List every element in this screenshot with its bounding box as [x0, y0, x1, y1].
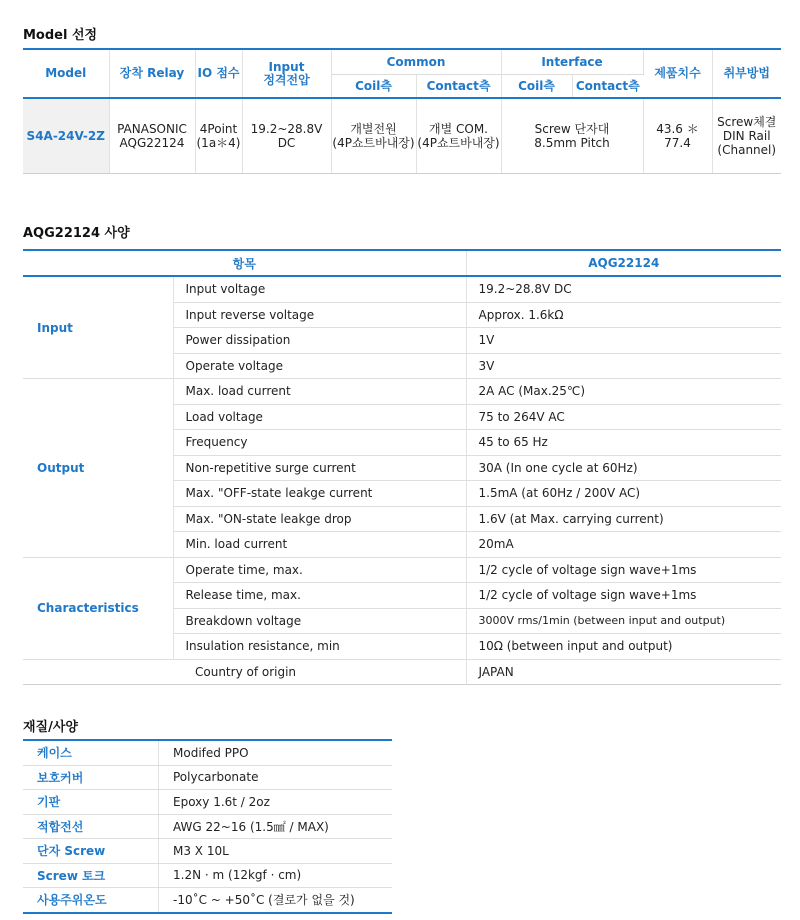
header-mount: 취부방법	[712, 49, 781, 98]
material-row	[23, 765, 392, 790]
mount-line2: DIN Rail	[722, 129, 771, 143]
model-code: S4A-24V-2Z	[23, 98, 109, 174]
material-row	[23, 740, 392, 765]
material-row	[23, 888, 392, 913]
material-value: Epoxy 1.6t / 2oz	[159, 790, 393, 815]
spec-item: Max. load current	[173, 379, 466, 405]
material-value: M3 X 10L	[159, 839, 393, 864]
material-row	[23, 814, 392, 839]
common-coil-line1: 개별전원	[350, 122, 397, 136]
spec-item: Max. "ON-state leakge drop	[173, 506, 466, 532]
material-key: 케이스	[23, 740, 159, 765]
spec-value: 3000V rms/1min (between input and output)	[466, 608, 781, 634]
material-row	[23, 790, 392, 815]
spec-origin-row	[23, 659, 781, 685]
interface-line1: Screw 단자대	[534, 122, 610, 136]
origin-value: JAPAN	[466, 659, 781, 685]
mount-line3: (Channel)	[717, 143, 777, 157]
spec-value: 1/2 cycle of voltage sign wave+1ms	[466, 557, 781, 583]
spec-row	[23, 557, 781, 583]
input-voltage-cell: 19.2~28.8V DC	[242, 98, 331, 174]
relay-maker: PANASONIC	[117, 122, 187, 136]
material-value: 1.2N · m (12kgf · cm)	[159, 863, 393, 888]
spec-value: Approx. 1.6kΩ	[466, 302, 781, 328]
spec-value: 20mA	[466, 532, 781, 558]
material-value: AWG 22~16 (1.5㎟ / MAX)	[159, 814, 393, 839]
io-points: 4Point	[199, 122, 238, 136]
spec-item: Power dissipation	[173, 328, 466, 354]
material-key: 보호커버	[23, 765, 159, 790]
spec-table	[23, 249, 781, 685]
header-common-coil: Coil측	[331, 75, 416, 99]
spec-header-item: 항목	[23, 250, 466, 276]
spec-item: Input voltage	[173, 276, 466, 302]
material-key: 사용주위온도	[23, 888, 159, 913]
spec-group-label: Characteristics	[23, 557, 173, 659]
header-interface: Interface	[501, 49, 643, 75]
spec-item: Min. load current	[173, 532, 466, 558]
spec-header-value: AQG22124	[466, 250, 781, 276]
origin-label: Country of origin	[23, 659, 466, 685]
header-io: IO 점수	[195, 49, 242, 98]
spec-value: 75 to 264V AC	[466, 404, 781, 430]
model-table	[23, 48, 781, 174]
header-iface-coil: Coil측	[501, 75, 572, 99]
spec-value: 30A (In one cycle at 60Hz)	[466, 455, 781, 481]
spec-row	[23, 379, 781, 405]
header-input-sub: 정격전압	[263, 72, 310, 87]
model-row	[23, 98, 781, 174]
spec-value: 10Ω (between input and output)	[466, 634, 781, 660]
io-cell	[195, 98, 242, 174]
spec-value: 3V	[466, 353, 781, 379]
interface-cell	[501, 98, 643, 174]
mount-line1: Screw체결	[717, 115, 777, 129]
spec-item: Operate voltage	[173, 353, 466, 379]
spec-row	[23, 276, 781, 302]
material-value: Modifed PPO	[159, 740, 393, 765]
common-coil-cell	[331, 98, 416, 174]
common-contact-cell	[416, 98, 501, 174]
header-model: Model	[23, 49, 109, 98]
header-input	[242, 49, 331, 98]
spec-value: 45 to 65 Hz	[466, 430, 781, 456]
spec-section-title: AQG22124 사양	[23, 226, 130, 241]
material-table	[23, 739, 392, 914]
spec-value: 19.2~28.8V DC	[466, 276, 781, 302]
header-common: Common	[331, 49, 501, 75]
material-section-title: 재질/사양	[23, 720, 78, 735]
material-value: Polycarbonate	[159, 765, 393, 790]
model-section-title: Model 선정	[23, 28, 98, 43]
spec-item: Breakdown voltage	[173, 608, 466, 634]
material-row	[23, 863, 392, 888]
header-common-contact: Contact측	[416, 75, 501, 99]
material-value: -10˚C ~ +50˚C (결로가 없을 것)	[159, 888, 393, 913]
header-iface-contact: Contact측	[572, 75, 643, 99]
io-config: (1a＊4)	[196, 136, 241, 150]
spec-value: 1.6V (at Max. carrying current)	[466, 506, 781, 532]
material-key: 적합전선	[23, 814, 159, 839]
header-size: 제품치수	[643, 49, 712, 98]
mount-cell	[712, 98, 781, 174]
material-key: 기판	[23, 790, 159, 815]
relay-cell	[109, 98, 195, 174]
spec-item: Non-repetitive surge current	[173, 455, 466, 481]
spec-value: 2A AC (Max.25℃)	[466, 379, 781, 405]
material-row	[23, 839, 392, 864]
interface-line2: 8.5mm Pitch	[534, 136, 610, 150]
spec-group-label: Input	[23, 276, 173, 379]
spec-value: 1V	[466, 328, 781, 354]
spec-item: Input reverse voltage	[173, 302, 466, 328]
common-contact-line2: (4P쇼트바내장)	[417, 136, 500, 150]
material-key: 단자 Screw	[23, 839, 159, 864]
spec-item: Load voltage	[173, 404, 466, 430]
spec-value: 1/2 cycle of voltage sign wave+1ms	[466, 583, 781, 609]
spec-item: Frequency	[173, 430, 466, 456]
common-coil-line2: (4P쇼트바내장)	[332, 136, 415, 150]
header-input-label: Input	[268, 59, 305, 74]
size-cell: 43.6 ＊ 77.4	[643, 98, 712, 174]
spec-group-label: Output	[23, 379, 173, 558]
spec-value: 1.5mA (at 60Hz / 200V AC)	[466, 481, 781, 507]
material-key: Screw 토크	[23, 863, 159, 888]
relay-part: AQG22124	[119, 136, 185, 150]
spec-item: Max. "OFF-state leakge current	[173, 481, 466, 507]
header-relay: 장착 Relay	[109, 49, 195, 98]
common-contact-line1: 개별 COM.	[429, 122, 488, 136]
spec-item: Operate time, max.	[173, 557, 466, 583]
spec-item: Release time, max.	[173, 583, 466, 609]
spec-item: Insulation resistance, min	[173, 634, 466, 660]
